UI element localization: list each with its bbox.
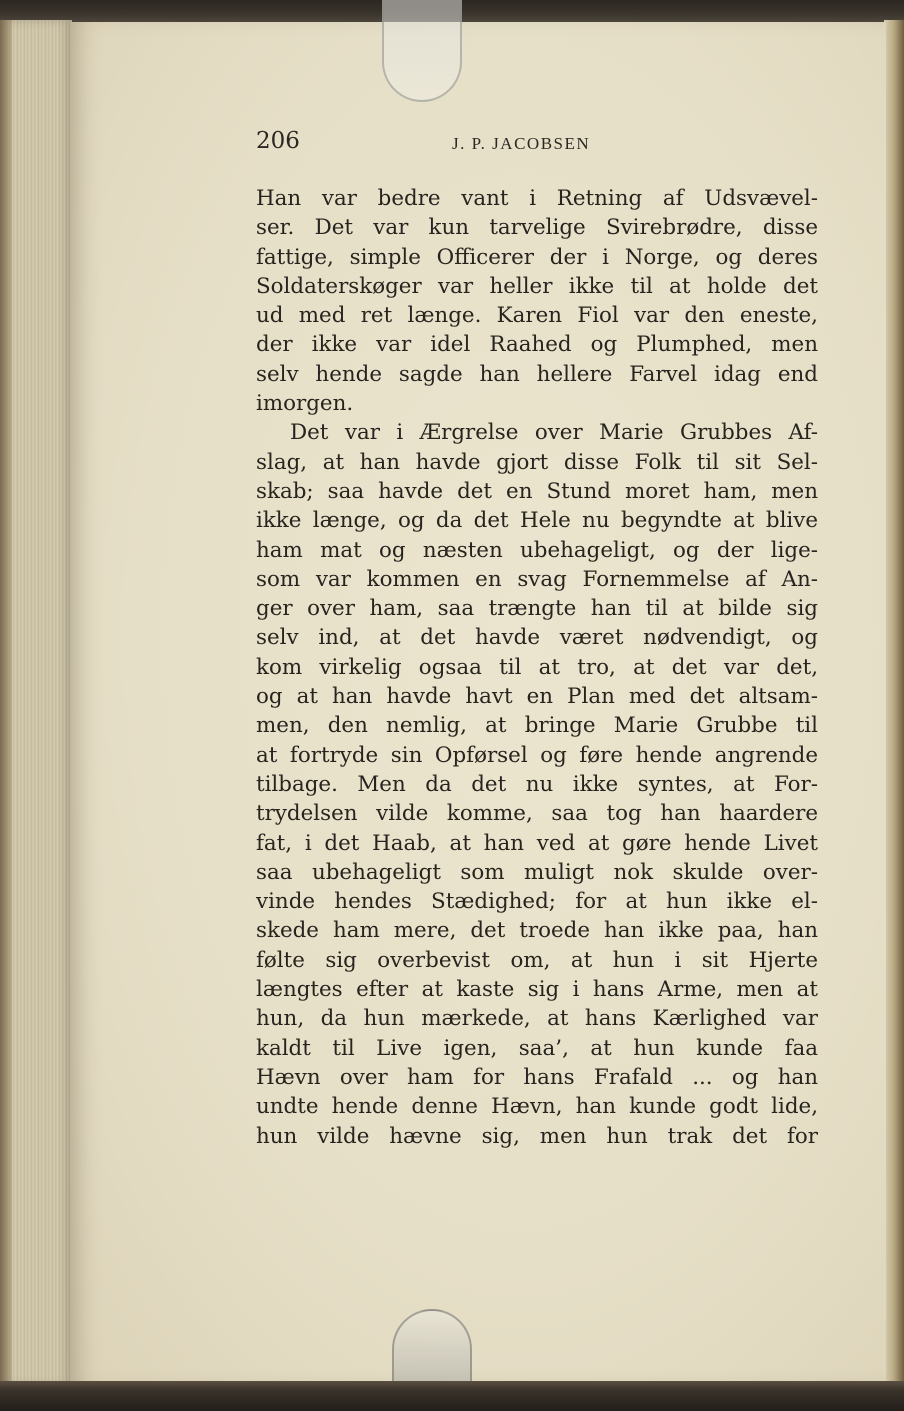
page-right-edge	[884, 20, 904, 1385]
text-line: saa ubehageligt som muligt nok skulde over-	[256, 859, 818, 885]
text-line: længtes efter at kaste sig i hans Arme, men at	[256, 977, 818, 1003]
text-line: ham mat og næsten ubehageligt, og der lige-	[256, 537, 818, 563]
text-line: ger over ham, saa trængte han til at bilde sig	[256, 596, 818, 622]
top-page-clip	[382, 0, 462, 102]
text-line: følte sig overbevist om, at hun i sit Hjerte	[256, 947, 818, 973]
text-line: hun vilde hævne sig, men hun trak det for	[256, 1123, 818, 1149]
text-line: ikke længe, og da det Hele nu begyndte at blive	[256, 508, 818, 534]
text-line: Han var bedre vant i Retning af Udsvævel-	[256, 186, 818, 211]
text-line: hun, da hun mærkede, at hans Kærlighed var	[256, 1006, 818, 1032]
text-line: fat, i det Haab, at han ved at gøre hende Livet	[256, 830, 818, 856]
text-line: tilbage. Men da det nu ikke syntes, at For-	[256, 771, 818, 797]
text-line: som var kommen en svag Fornemmelse af An-	[256, 566, 818, 592]
running-head: J. P. JACOBSEN	[452, 134, 591, 153]
text-line: ser. Det var kun tarvelige Svirebrødre, disse	[256, 215, 818, 241]
text-line: selv hende sagde han hellere Farvel idag end	[256, 361, 818, 387]
text-line: trydelsen vilde komme, saa tog han haardere	[256, 801, 818, 827]
paragraph	[256, 184, 818, 418]
text-line: skede ham mere, det troede han ikke paa, han	[256, 918, 818, 944]
body-text	[256, 184, 818, 1151]
text-line: men, den nemlig, at bringe Marie Grubbe til	[256, 713, 818, 739]
text-line: kaldt til Live igen, saa’, at hun kunde faa	[256, 1035, 818, 1061]
text-line: imorgen.	[256, 391, 354, 417]
paragraph	[256, 418, 818, 1150]
text-line: der ikke var idel Raahed og Plumphed, men	[256, 332, 818, 358]
text-line: og at han havde havt en Plan med det altsam-	[256, 684, 818, 710]
text-line: at fortryde sin Opførsel og føre hende angrende	[256, 742, 818, 768]
text-line: ud med ret længe. Karen Fiol var den eneste,	[256, 303, 818, 329]
text-line: kom virkelig ogsaa til at tro, at det var det,	[256, 654, 818, 680]
spine-shadow	[0, 20, 12, 1385]
book-cover-bottom	[0, 1381, 904, 1411]
text-line: fattige, simple Officerer der i Norge, og deres	[256, 244, 818, 270]
text-line: slag, at han havde gjort disse Folk til sit Sel-	[256, 449, 818, 475]
text-line: selv ind, at det havde været nødvendigt, og	[256, 625, 818, 651]
text-line: undte hende denne Hævn, han kunde godt lide,	[256, 1094, 818, 1120]
page-number: 206	[256, 128, 300, 154]
text-line: Det var i Ærgrelse over Marie Grubbes Af-	[290, 420, 818, 446]
text-line: skab; saa havde det en Stund moret ham, men	[256, 478, 818, 504]
text-line: vinde hendes Stædighed; for at hun ikke el-	[256, 889, 818, 915]
text-line: Soldaterskøger var heller ikke til at holde det	[256, 273, 818, 299]
text-line: Hævn over ham for hans Frafald ... og han	[256, 1064, 818, 1090]
